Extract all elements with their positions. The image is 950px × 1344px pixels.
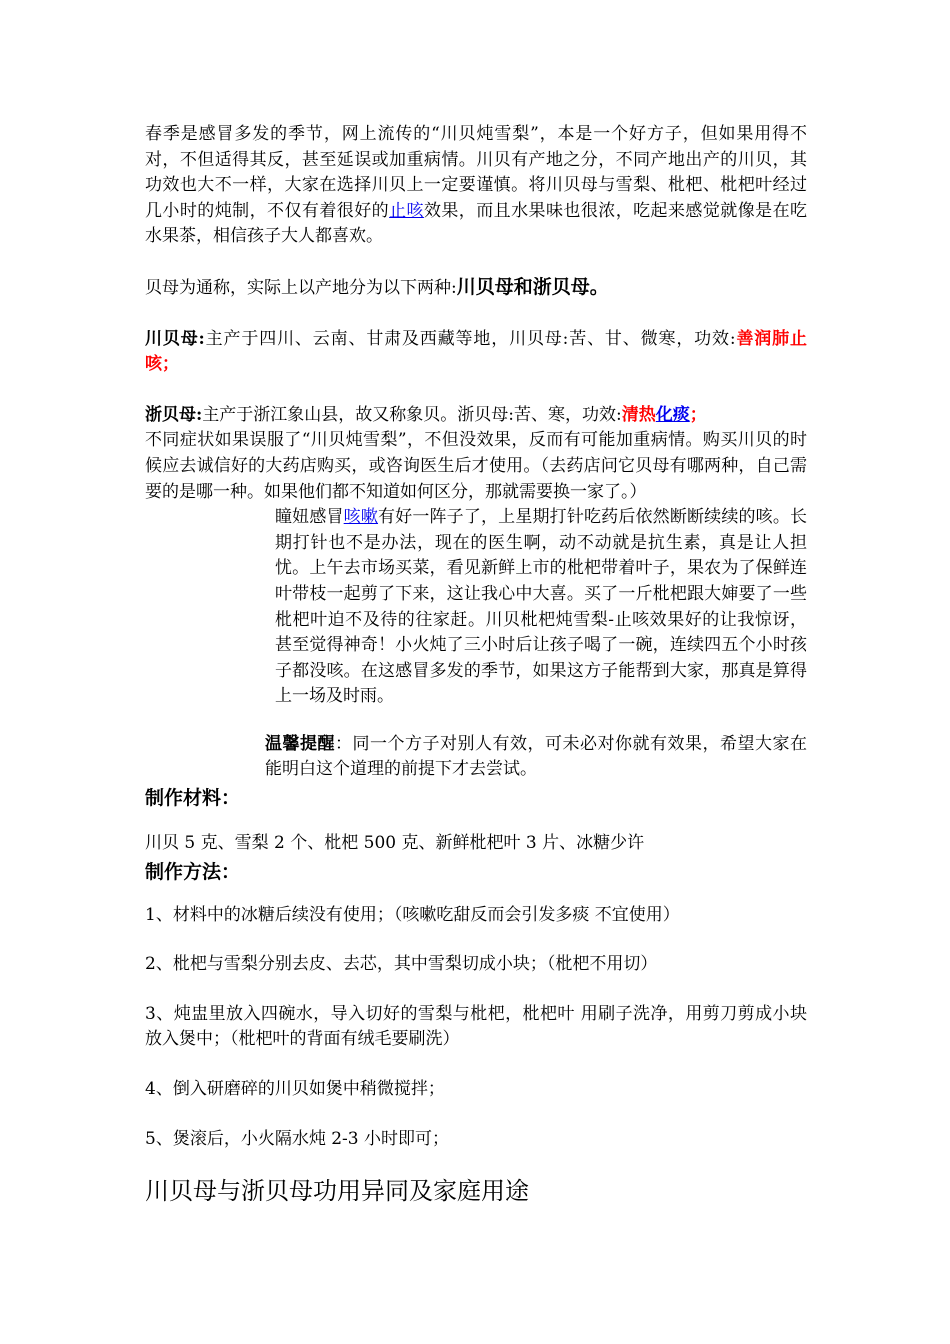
- method-step: 2、枇杷与雪梨分别去皮、去芯，其中雪梨切成小块；（枇杷不用切）: [145, 954, 658, 975]
- zhe-text: 主产于浙江象山县，故又称象贝。浙贝母:苦、寒，功效:: [202, 404, 622, 425]
- materials-text: 川贝 5 克、雪梨 2 个、枇杷 500 克、新鲜枇杷叶 3 片、冰糖少许: [145, 833, 645, 854]
- chuan-label: 川贝母:: [145, 328, 205, 349]
- method-step: 1、材料中的冰糖后续没有使用；（咳嗽吃甜反而会引发多痰 不宜使用）: [145, 904, 680, 925]
- intro-text-continued: 效果，而且水果味也很浓，吃起来感觉就像是在吃水果茶，相信孩子大人都喜欢。: [145, 200, 808, 247]
- warning-paragraph: 不同症状如果误服了“川贝炖雪梨”，不但没效果，反而有可能加重病情。购买川贝的时候应去诚信好的大药店购买，或咨询医生后才使用。（去药店问它贝母有哪两种，自己需要的是哪一种。如果他们都不知道如何区分，那就需要换一家了。）: [145, 430, 807, 502]
- intro-text: 春季是感冒多发的季节，网上流传的“川贝炖雪梨”，本是一个好方子，但如果用得不对，不但适得其反，甚至延误或加重病情。川贝有产地之分，不同产地出产的川贝，其功效也大不一样，大家在选择川贝上一定要谨慎。将川贝母与雪梨、枇杷、枇杷叶经过几小时的炖制，不仅有着很好的: [145, 124, 807, 221]
- zhe-effect-end: ；: [689, 404, 707, 425]
- chuan-effect: 善润肺止咳；: [145, 328, 807, 375]
- materials-heading: 制作材料：: [145, 787, 241, 810]
- story-text-continued: 有好一阵子了，上星期打针吃药后依然断断续续的咳。长期打针也不是办法，现在的医生啊，动不动就是抗生素，真是让人担忧。上午去市场买菜，看见新鲜上市的枇杷带着叶子，果农为了保鲜连叶带枝一起剪了下来，这让我心中大喜。买了一斤枇杷跟大婶要了一些枇杷叶迫不及待的往家赶。川贝枇杷炖雪梨-止咳效果好的让我惊讶，甚至觉得神奇！小火炖了三小时后让孩子喝了一碗，连续四五个小时孩子都没咳。在这感冒多发的季节，如果这方子能帮到大家，那真是算得上一场及时雨。: [275, 507, 808, 707]
- chuan-text: 主产于四川、云南、甘肃及西藏等地，川贝母:苦、甘、微寒，功效:: [204, 328, 736, 349]
- tip-paragraph: [145, 732, 807, 783]
- chuan-paragraph: [145, 327, 807, 378]
- zhe-paragraph: [145, 403, 807, 429]
- story-text: 瞳妞感冒: [275, 507, 344, 528]
- types-paragraph: [145, 275, 807, 302]
- section-title: 川贝母与浙贝母功用异同及家庭用途: [145, 1177, 529, 1206]
- story-paragraph: [145, 505, 807, 710]
- zhe-label: 浙贝母:: [145, 404, 203, 425]
- types-text: 贝母为通称，实际上以产地分为以下两种:: [145, 277, 457, 298]
- tip-label: 温馨提醒: [265, 733, 335, 754]
- types-bold: 川贝母和浙贝母。: [456, 275, 609, 298]
- phlegm-link[interactable]: 化痰: [655, 404, 690, 425]
- method-step: 4、倒入研磨碎的川贝如煲中稍微搅拌；: [145, 1079, 445, 1100]
- method-step: 3、炖盅里放入四碗水，导入切好的雪梨与枇杷，枇杷叶 用刷子洗净，用剪刀剪成小块放入煲中；（枇杷叶的背面有绒毛要刷洗）: [145, 1003, 807, 1050]
- intro-paragraph: [145, 122, 807, 250]
- method-heading: 制作方法：: [145, 860, 241, 883]
- method-step: 5、煲滚后，小火隔水炖 2-3 小时即可；: [145, 1128, 449, 1149]
- cough-link-2[interactable]: 咳嗽: [343, 507, 379, 528]
- cough-link[interactable]: 止咳: [389, 200, 424, 221]
- document-body: [145, 122, 807, 1208]
- zhe-effect: 清热: [621, 404, 656, 425]
- tip-text: ：同一个方子对别人有效，可未必对你就有效果，希望大家在能明白这个道理的前提下才去尝试。: [265, 733, 807, 780]
